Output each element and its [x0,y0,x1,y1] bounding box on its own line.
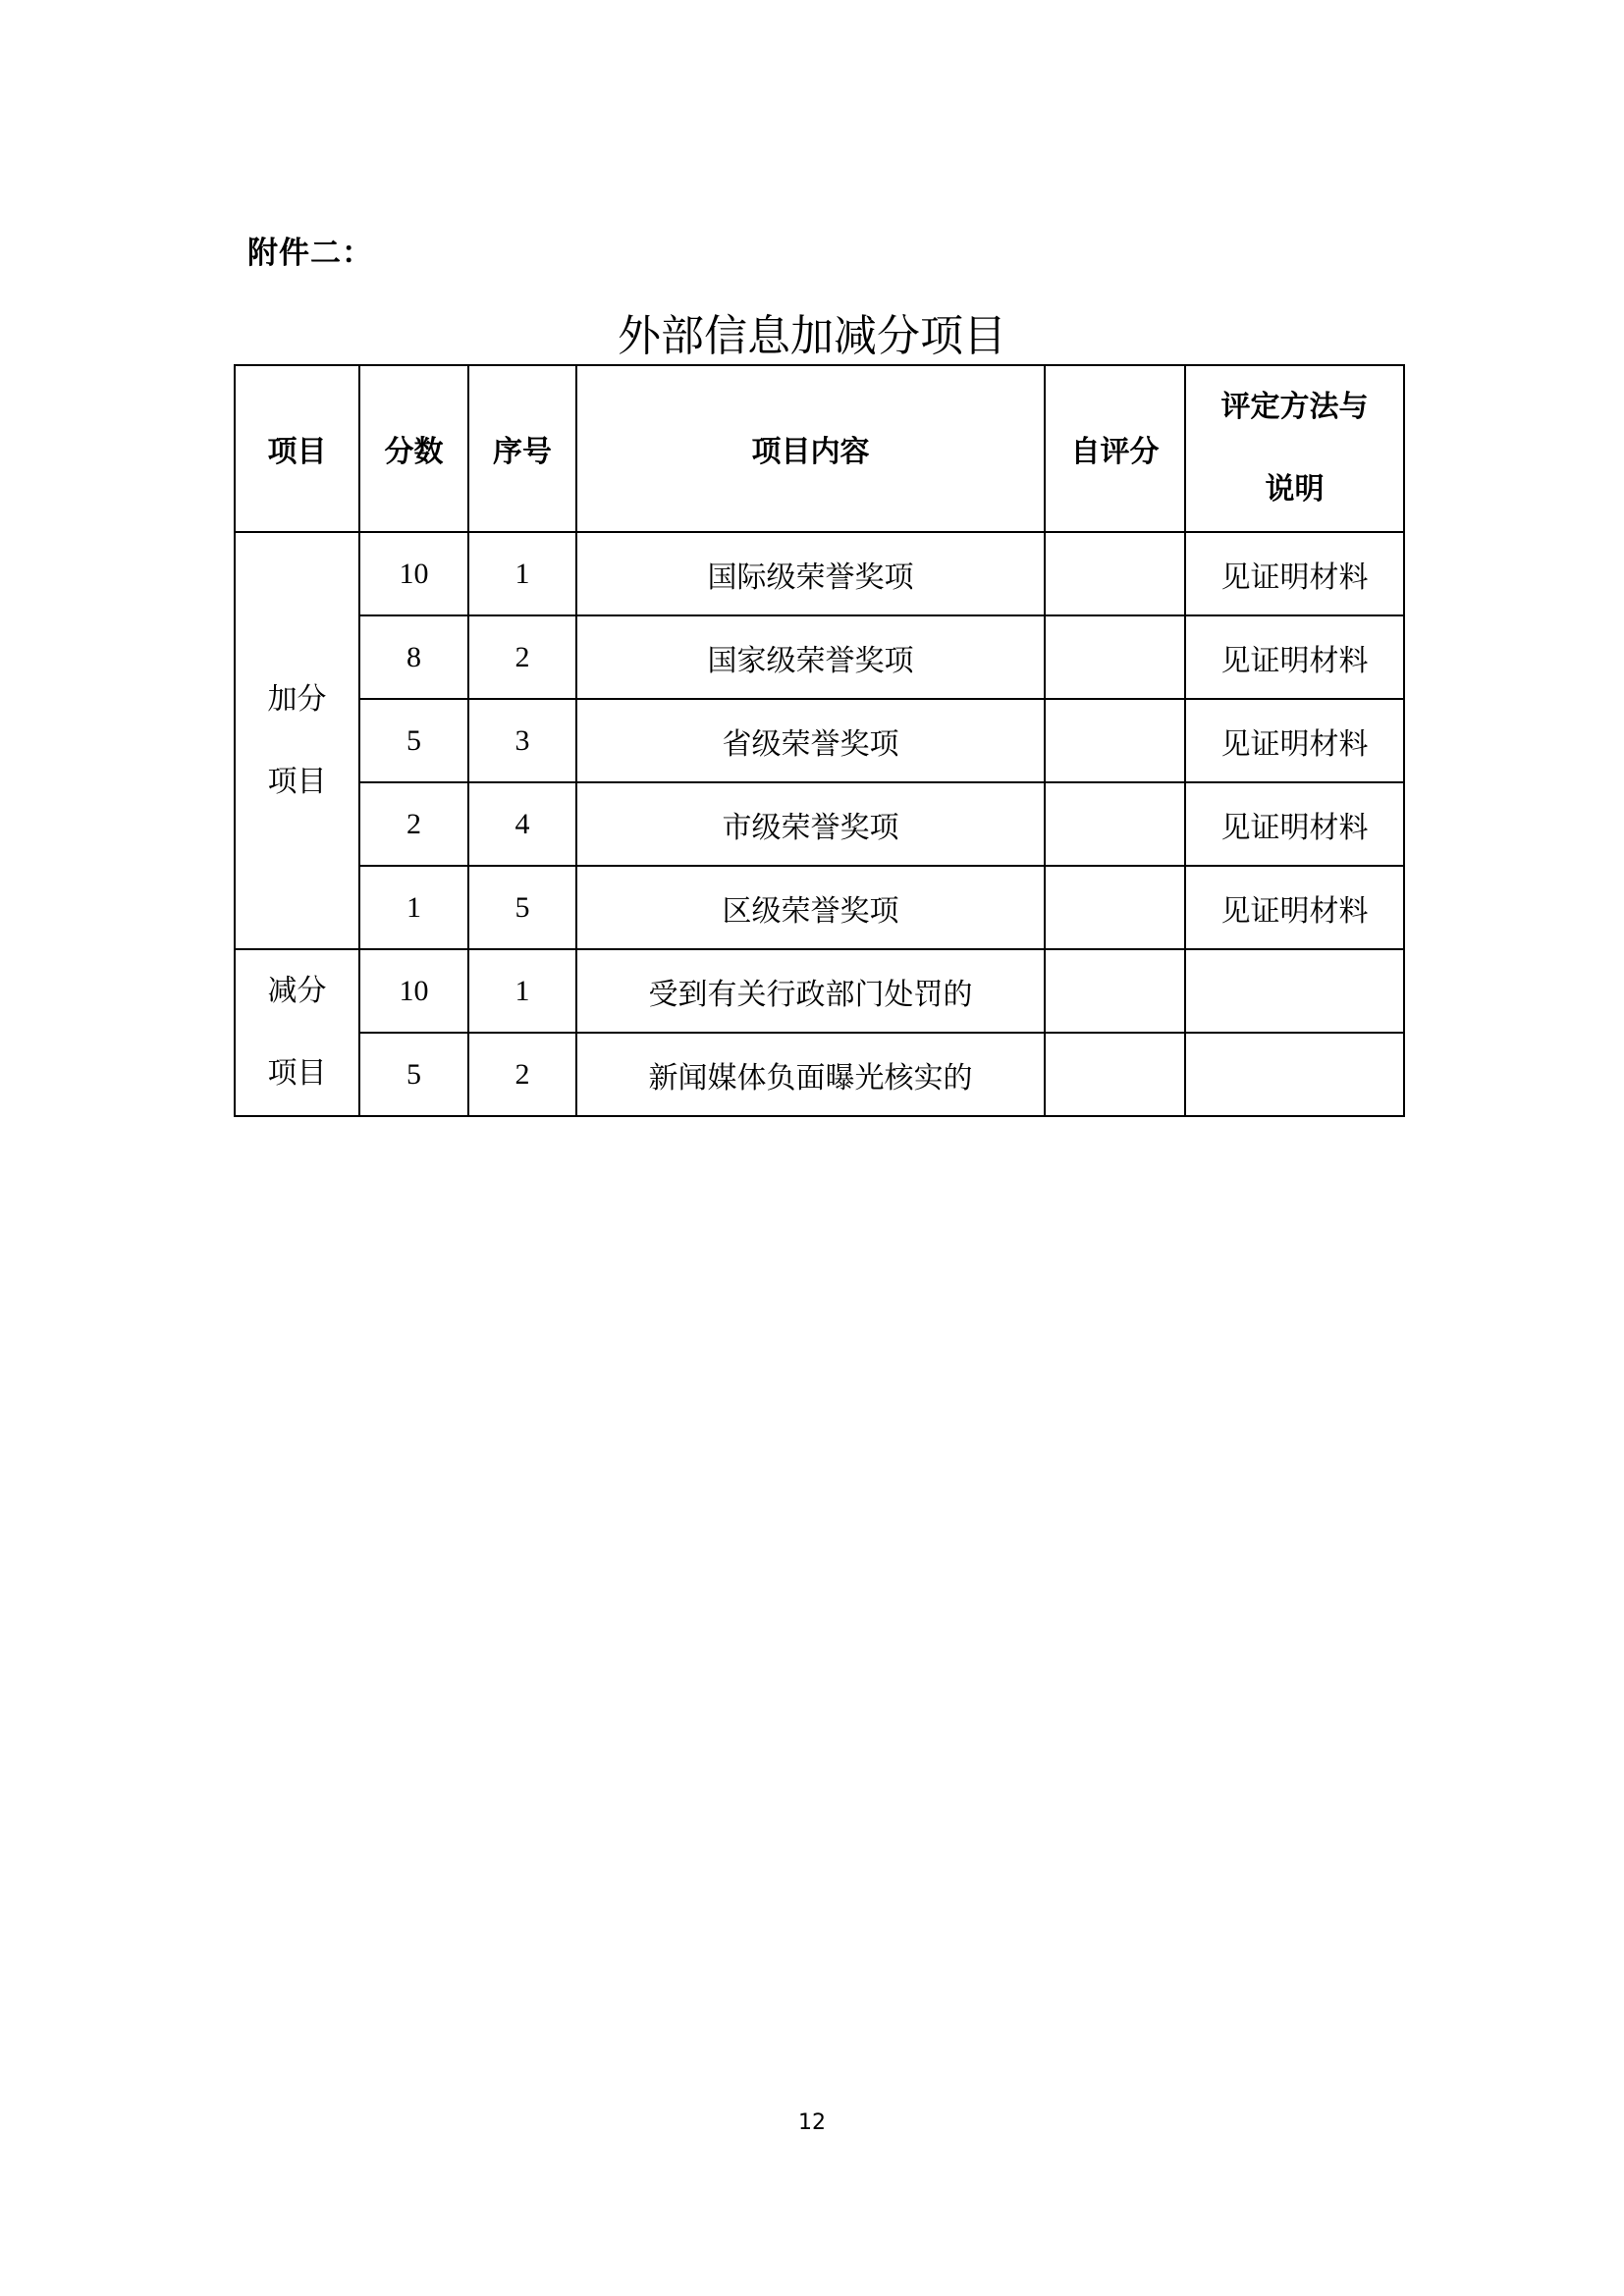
self-score-cell [1045,699,1185,782]
header-method-line2: 说明 [1265,472,1325,507]
seq-cell: 1 [468,532,576,615]
method-cell: 见证明材料 [1185,699,1404,782]
content-cell: 省级荣誉奖项 [576,699,1045,782]
method-cell: 见证明材料 [1185,782,1404,866]
self-score-cell [1045,615,1185,699]
content-cell: 新闻媒体负面曝光核实的 [576,1033,1045,1116]
seq-cell: 2 [468,615,576,699]
score-cell: 1 [359,866,468,949]
header-item: 项目 [235,365,359,532]
attachment-label: 附件二： [247,236,373,271]
self-score-cell [1045,532,1185,615]
method-cell [1185,1033,1404,1116]
content-cell: 区级荣誉奖项 [576,866,1045,949]
method-cell: 见证明材料 [1185,532,1404,615]
scoring-table [234,364,1405,1117]
self-score-cell [1045,866,1185,949]
content-cell: 市级荣誉奖项 [576,782,1045,866]
bonus-label-line1: 加分 [267,681,327,717]
page-number: 12 [798,2110,826,2135]
table-row [235,949,1404,1033]
score-cell: 8 [359,615,468,699]
method-cell: 见证明材料 [1185,615,1404,699]
self-score-cell [1045,949,1185,1033]
method-cell [1185,949,1404,1033]
seq-cell: 2 [468,1033,576,1116]
page-title: 外部信息加减分项目 [618,311,1006,361]
score-cell: 5 [359,699,468,782]
self-score-cell [1045,1033,1185,1116]
header-method [1185,365,1404,532]
table-row [235,532,1404,615]
table-row [235,615,1404,699]
seq-cell: 5 [468,866,576,949]
table-row [235,782,1404,866]
content-cell: 国际级荣誉奖项 [576,532,1045,615]
header-score: 分数 [359,365,468,532]
header-seq: 序号 [468,365,576,532]
method-cell: 见证明材料 [1185,866,1404,949]
deduction-section-label [235,949,359,1116]
seq-cell: 3 [468,699,576,782]
table-row [235,866,1404,949]
score-cell: 2 [359,782,468,866]
score-cell: 5 [359,1033,468,1116]
table-row [235,1033,1404,1116]
seq-cell: 1 [468,949,576,1033]
header-content: 项目内容 [576,365,1045,532]
table-header-row [235,365,1404,532]
bonus-section-label [235,532,359,949]
table-row [235,699,1404,782]
deduction-label-line1: 减分 [267,974,327,1008]
seq-cell: 4 [468,782,576,866]
header-self-score: 自评分 [1045,365,1185,532]
content-cell: 受到有关行政部门处罚的 [576,949,1045,1033]
deduction-label-line2: 项目 [267,1056,327,1091]
content-cell: 国家级荣誉奖项 [576,615,1045,699]
header-method-line1: 评定方法与 [1220,390,1369,424]
bonus-label-line2: 项目 [267,764,327,799]
score-cell: 10 [359,532,468,615]
self-score-cell [1045,782,1185,866]
score-cell: 10 [359,949,468,1033]
